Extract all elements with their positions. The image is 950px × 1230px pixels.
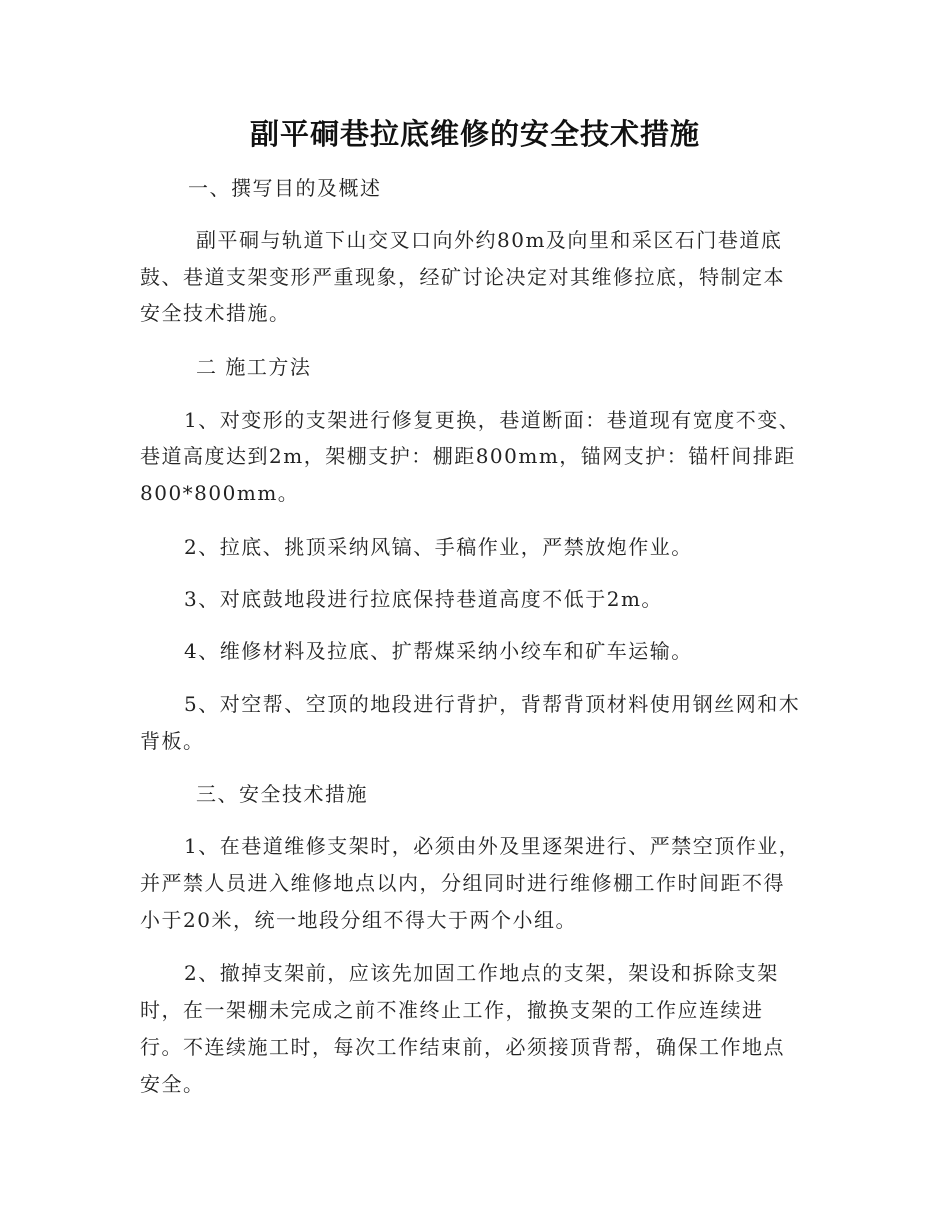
document-title: 副平硐巷拉底维修的安全技术措施: [249, 117, 700, 151]
paragraph-line: 并严禁人员进入维修地点以内，分组同时进行维修棚工作时间距不得: [140, 871, 785, 895]
paragraph-line: 2、撤掉支架前，应该先加固工作地点的支架，架设和拆除支架: [184, 961, 779, 985]
paragraph-line: 小于20米，统一地段分组不得大于两个小组。: [140, 908, 577, 932]
paragraph-line: 副平硐与轨道下山交叉口向外约80m及向里和采区石门巷道底: [196, 228, 783, 252]
section-heading-1: 一、撰写目的及概述: [188, 176, 382, 200]
section-heading-2: 二 施工方法: [196, 355, 312, 379]
paragraph-line: 800*800mm。: [140, 481, 300, 505]
paragraph-line: 安全技术措施。: [140, 301, 291, 325]
paragraph-line: 背板。: [140, 729, 205, 753]
paragraph-line: 2、拉底、挑顶采纳风镐、手稿作业，严禁放炮作业。: [184, 535, 693, 559]
paragraph-line: 鼓、巷道支架变形严重现象，经矿讨论决定对其维修拉底，特制定本: [140, 265, 785, 289]
paragraph-line: 行。不连续施工时，每次工作结束前，必须接顶背帮，确保工作地点: [140, 1035, 785, 1059]
paragraph-line: 时，在一架棚未完成之前不准终止工作，撤换支架的工作应连续进: [140, 998, 764, 1022]
paragraph-line: 安全。: [140, 1072, 205, 1096]
paragraph-line: 5、对空帮、空顶的地段进行背护，背帮背顶材料使用钢丝网和木: [184, 692, 801, 716]
paragraph-line: 1、在巷道维修支架时，必须由外及里逐架进行、严禁空顶作业，: [184, 834, 801, 858]
paragraph-line: 巷道高度达到2m，架棚支护：棚距800mm，锚网支护：锚杆间排距: [140, 444, 796, 468]
paragraph-line: 1、对变形的支架进行修复更换，巷道断面：巷道现有宽度不变、: [184, 408, 801, 432]
paragraph-line: 4、维修材料及拉底、扩帮煤采纳小绞车和矿车运输。: [184, 639, 693, 663]
section-heading-3: 三、安全技术措施: [196, 782, 368, 806]
paragraph-line: 3、对底鼓地段进行拉底保持巷道高度不低于2m。: [184, 587, 663, 611]
